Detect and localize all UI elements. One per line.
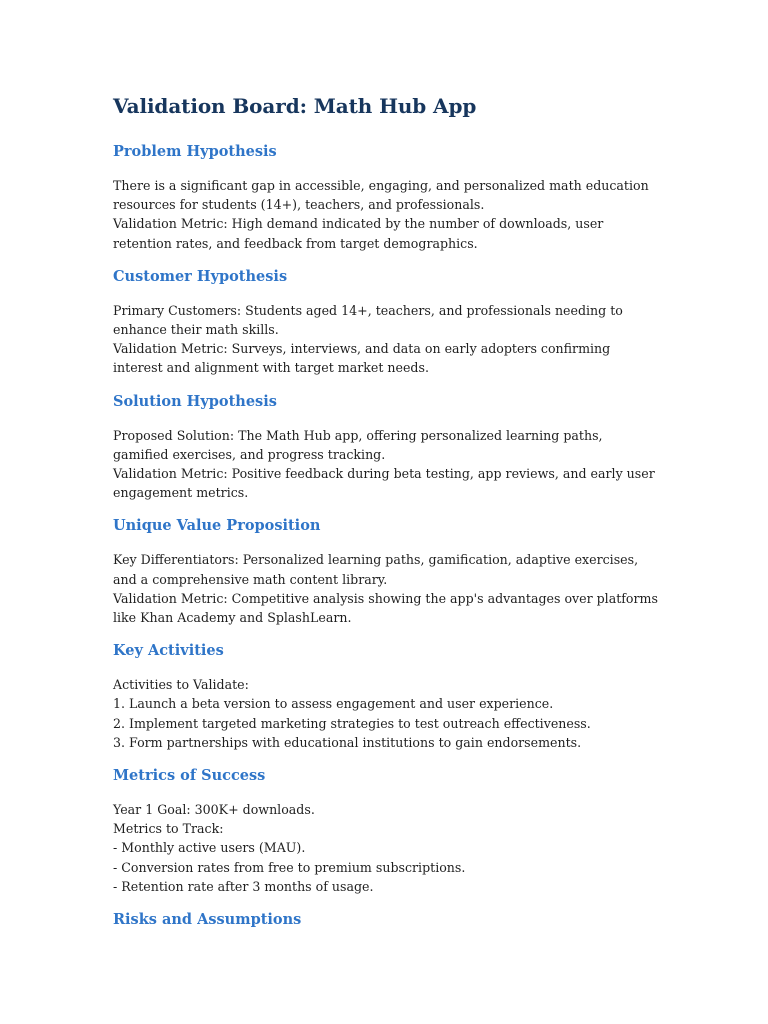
body-line: - Retention rate after 3 months of usage. [113, 878, 374, 894]
body-line: Year 1 Goal: 300K+ downloads. [113, 802, 315, 818]
document-title: Validation Board: Math Hub App [113, 94, 477, 118]
body-line: 1. Launch a beta version to assess engagement and user experience. [113, 696, 554, 712]
section-body [113, 550, 658, 627]
body-line: Validation Metric: Positive feedback during beta testing, app reviews, and early user engagement metrics. [113, 466, 655, 501]
section-risks-and-assumptions [113, 910, 658, 930]
section-solution-hypothesis [113, 392, 658, 503]
section-heading: Unique Value Proposition [113, 517, 321, 535]
section-heading: Metrics of Success [113, 767, 266, 785]
section-heading: Key Activities [113, 642, 224, 660]
section-body [113, 675, 658, 752]
section-customer-hypothesis [113, 267, 658, 378]
section-heading: Solution Hypothesis [113, 392, 277, 410]
body-line: 3. Form partnerships with educational institutions to gain endorsements. [113, 734, 582, 750]
section-body [113, 426, 658, 503]
section-metrics-of-success [113, 766, 658, 896]
section-unique-value-proposition [113, 516, 658, 627]
body-line: Validation Metric: Surveys, interviews, and data on early adopters confirming interest and alignment with target market needs. [113, 341, 611, 376]
body-line: Proposed Solution: The Math Hub app, offering personalized learning paths, gamified exercises, and progress tracking. [113, 427, 603, 462]
body-line: - Monthly active users (MAU). [113, 840, 306, 856]
body-line: Activities to Validate: [113, 677, 249, 693]
body-line: 2. Implement targeted marketing strategies to test outreach effectiveness. [113, 715, 591, 731]
body-line: Validation Metric: Competitive analysis showing the app's advantages over platforms like Khan Academy and SplashLearn. [113, 590, 658, 626]
section-body [113, 800, 658, 896]
section-problem-hypothesis [113, 142, 658, 253]
body-line: There is a significant gap in accessible, engaging, and personalized math education resources for students (14+), teachers, and professionals. [113, 178, 649, 213]
section-heading: Customer Hypothesis [113, 267, 288, 285]
section-body [113, 176, 658, 253]
body-line: Metrics to Track: [113, 821, 224, 837]
section-heading: Risks and Assumptions [113, 911, 302, 929]
body-line: - Conversion rates from free to premium subscriptions. [113, 859, 466, 875]
body-line: Key Differentiators: Personalized learning paths, gamification, adaptive exercises, and a comprehensive math content library. [113, 552, 639, 587]
section-key-activities [113, 641, 658, 752]
body-line: Primary Customers: Students aged 14+, teachers, and professionals needing to enhance their math skills. [113, 302, 623, 338]
body-line: Validation Metric: High demand indicated by the number of downloads, user retention rates, and feedback from target demographics. [113, 216, 604, 251]
section-body [113, 301, 658, 378]
section-heading: Problem Hypothesis [113, 143, 277, 160]
